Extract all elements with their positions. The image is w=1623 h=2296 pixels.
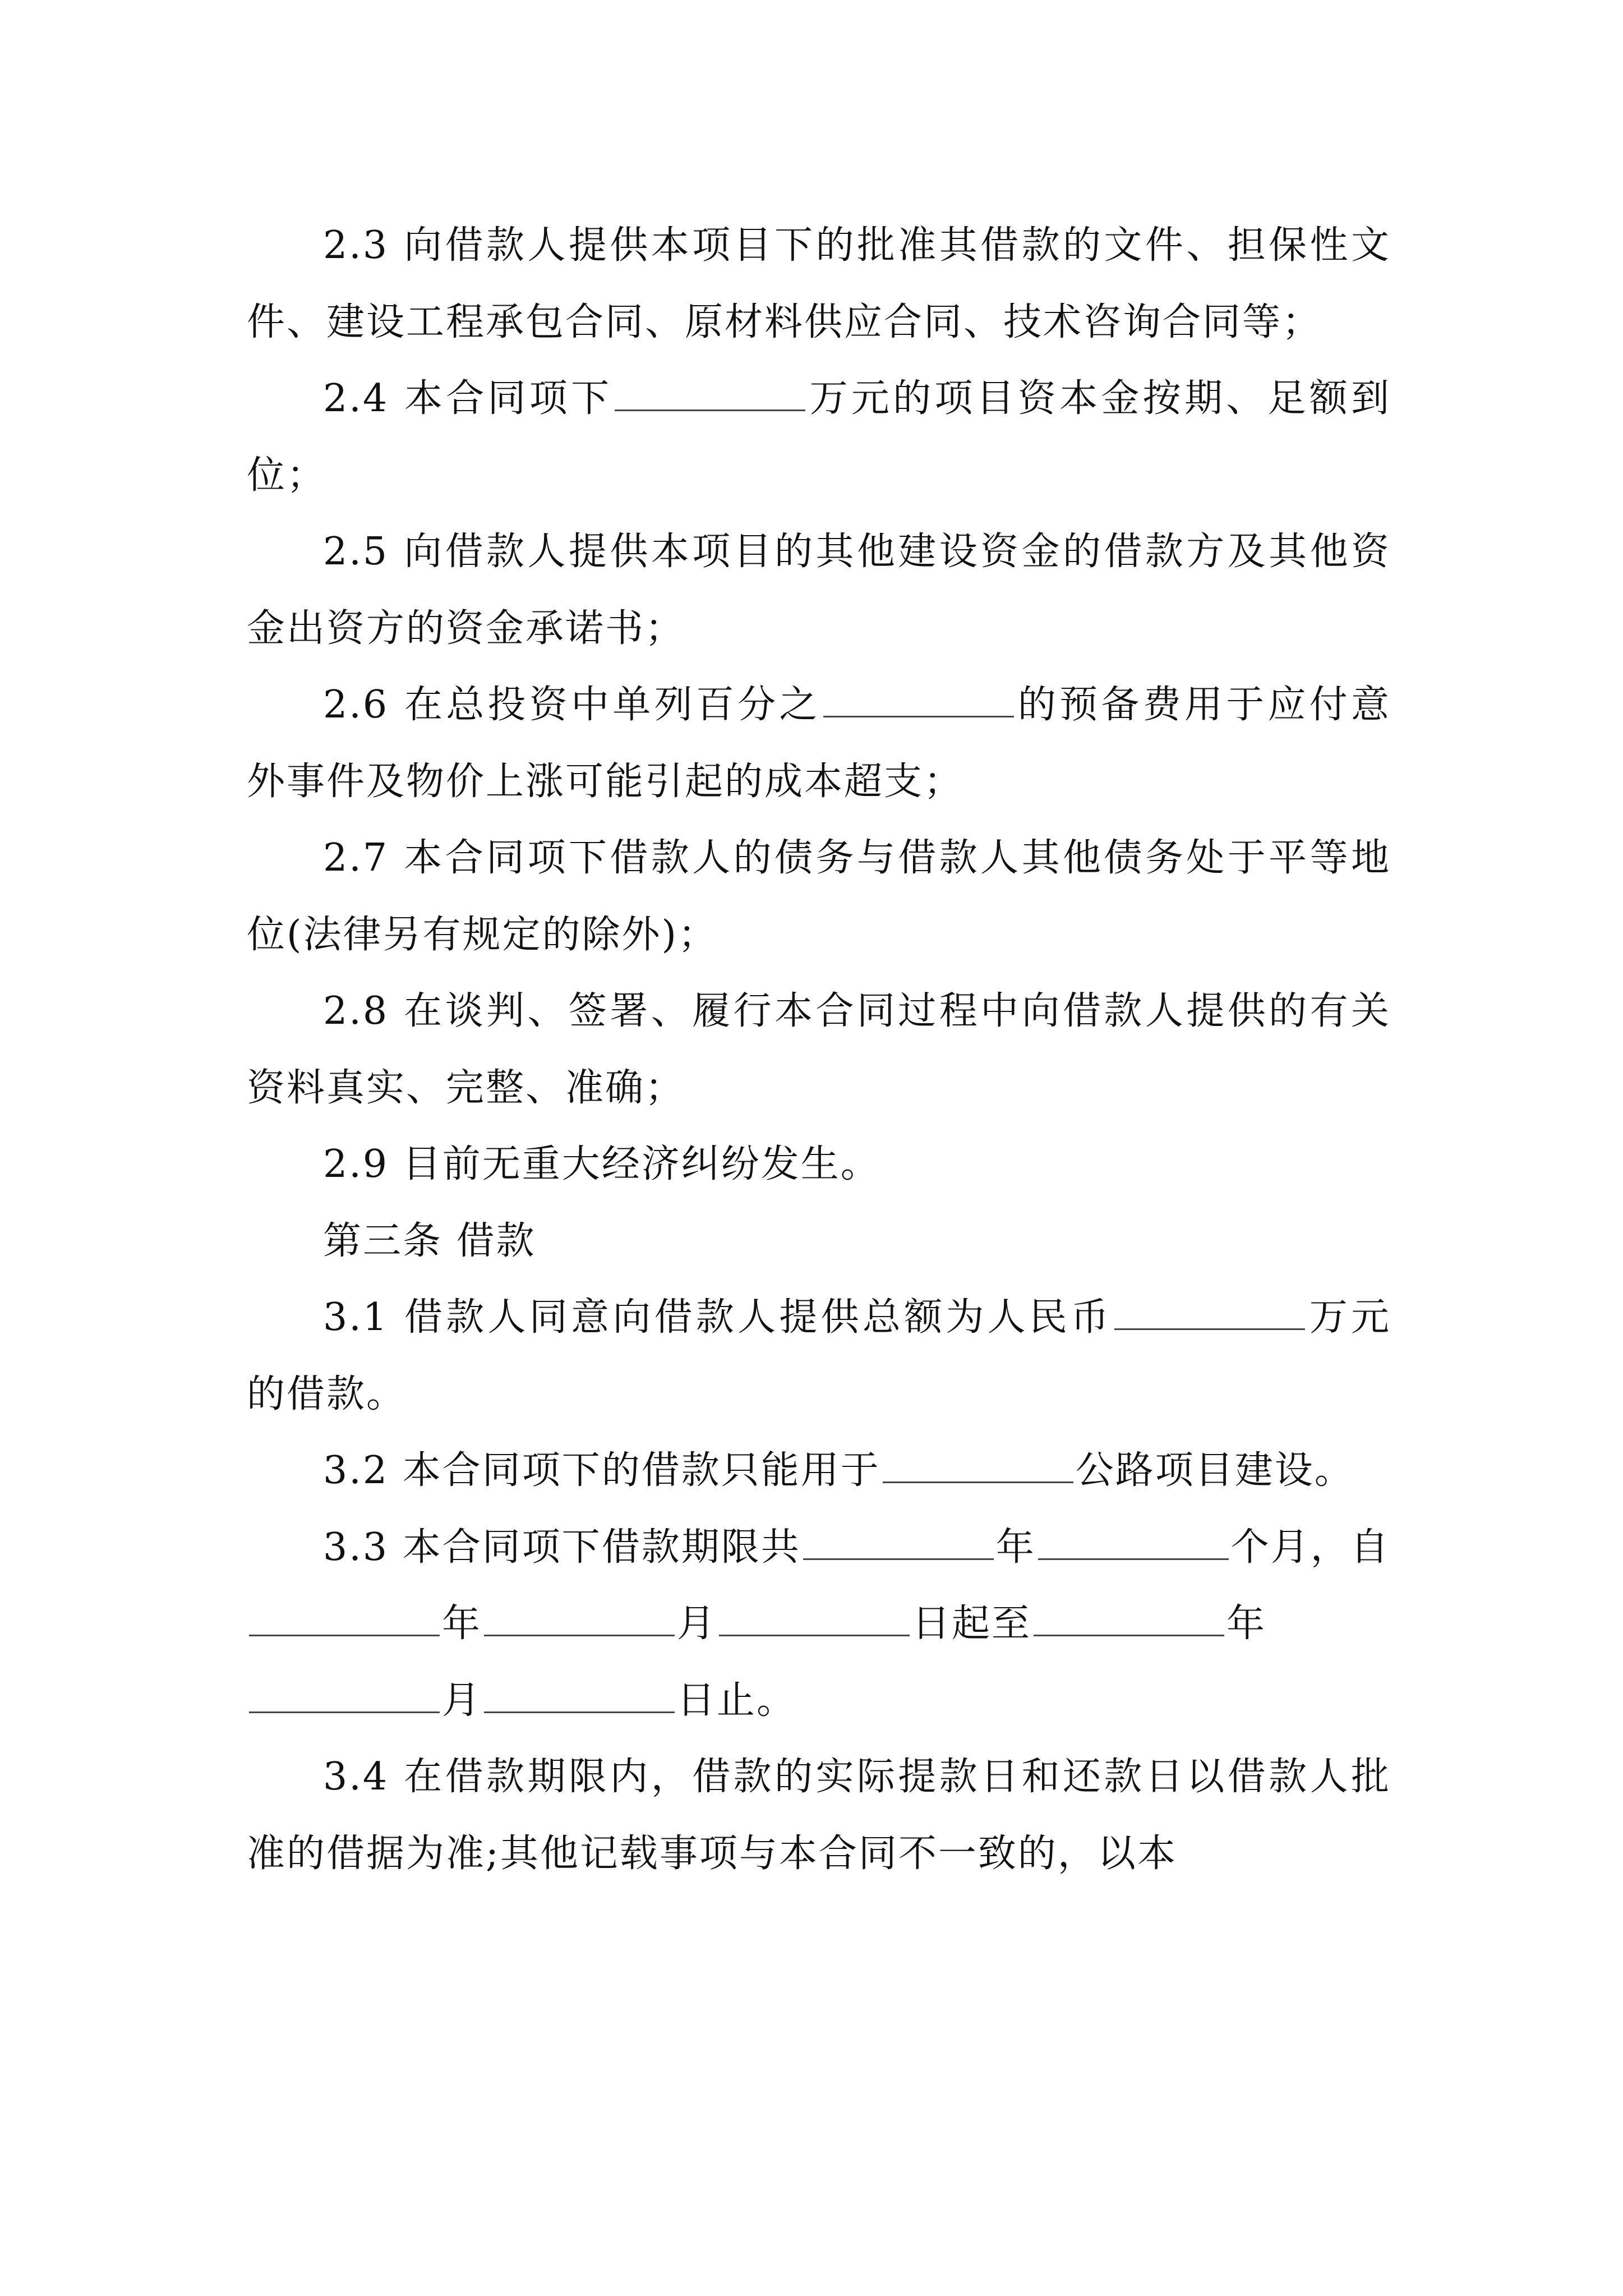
article-3-heading-text: 第三条 借款 [323,1218,536,1263]
clause-2-4-text-b: 万元的项目资本金按期、足额到位； [247,376,1391,498]
clause-2-6 [247,667,1391,820]
clause-2-7 [247,820,1391,973]
clause-2-3 [247,208,1391,361]
clause-3-4 [247,1739,1391,1892]
fill-blank[interactable] [1034,1600,1224,1636]
clause-3-3-text-g: 年 [1227,1602,1267,1646]
clause-3-3-text-i: 日止。 [677,1678,797,1723]
clause-2-3-text: 2.3 向借款人提供本项目下的批准其借款的文件、担保性文件、建设工程承包合同、原材料供应合同、技术咨询合同等； [247,223,1391,344]
clause-3-3-text-f: 日起至 [912,1602,1032,1646]
clause-3-1-text-a: 3.1 借款人同意向借款人提供总额为人民币 [323,1295,1113,1340]
clause-3-3-text-a: 3.3 本合同项下借款期限共 [323,1525,801,1570]
clause-3-2-text-b: 公路项目建设。 [1075,1448,1354,1493]
clause-2-6-text-a: 2.6 在总投资中单列百分之 [323,683,821,727]
clause-3-1-text-b: 万元的借款。 [247,1295,1391,1416]
clause-3-2 [247,1433,1391,1510]
clause-2-8 [247,973,1391,1126]
article-3-heading [247,1203,1391,1280]
document-body [247,208,1391,1892]
fill-blank[interactable] [719,1600,910,1636]
clause-2-4 [247,361,1391,514]
clause-2-5 [247,514,1391,667]
fill-blank[interactable] [1114,1294,1305,1330]
clause-2-9-text: 2.9 目前无重大经济纠纷发生。 [323,1142,880,1186]
clause-3-3-text-d: 年 [442,1602,482,1646]
clause-3-3-text-e: 月 [677,1602,717,1646]
clause-2-8-text: 2.8 在谈判、签署、履行本合同过程中向借款人提供的有关资料真实、完整、准确； [247,989,1391,1110]
clause-3-3-text-h: 月 [442,1678,482,1723]
fill-blank[interactable] [249,1600,440,1636]
fill-blank[interactable] [883,1447,1073,1483]
clause-3-3-text-c: 个月，自 [1230,1525,1390,1570]
clause-2-6-text-b: 的预备费用于应付意外事件及物价上涨可能引起的成本超支； [247,683,1391,804]
clause-3-3 [247,1510,1391,1740]
fill-blank[interactable] [615,375,805,411]
fill-blank[interactable] [803,1524,994,1560]
fill-blank[interactable] [823,681,1014,717]
clause-3-1 [247,1280,1391,1433]
clause-3-2-text-a: 3.2 本合同项下的借款只能用于 [323,1448,880,1493]
fill-blank[interactable] [1038,1524,1229,1560]
clause-3-3-text-b: 年 [995,1525,1036,1570]
clause-2-4-text-a: 2.4 本合同项下 [323,376,613,421]
fill-blank[interactable] [484,1677,675,1713]
clause-2-7-text: 2.7 本合同项下借款人的债务与借款人其他债务处于平等地位(法律另有规定的除外)； [247,836,1391,957]
clause-3-4-text: 3.4 在借款期限内，借款的实际提款日和还款日以借款人批准的借据为准;其他记载事项与本合同不一致的，以本 [247,1755,1391,1876]
clause-2-9 [247,1126,1391,1203]
fill-blank[interactable] [249,1677,440,1713]
fill-blank[interactable] [484,1600,675,1636]
clause-2-5-text: 2.5 向借款人提供本项目的其他建设资金的借款方及其他资金出资方的资金承诺书； [247,530,1391,651]
